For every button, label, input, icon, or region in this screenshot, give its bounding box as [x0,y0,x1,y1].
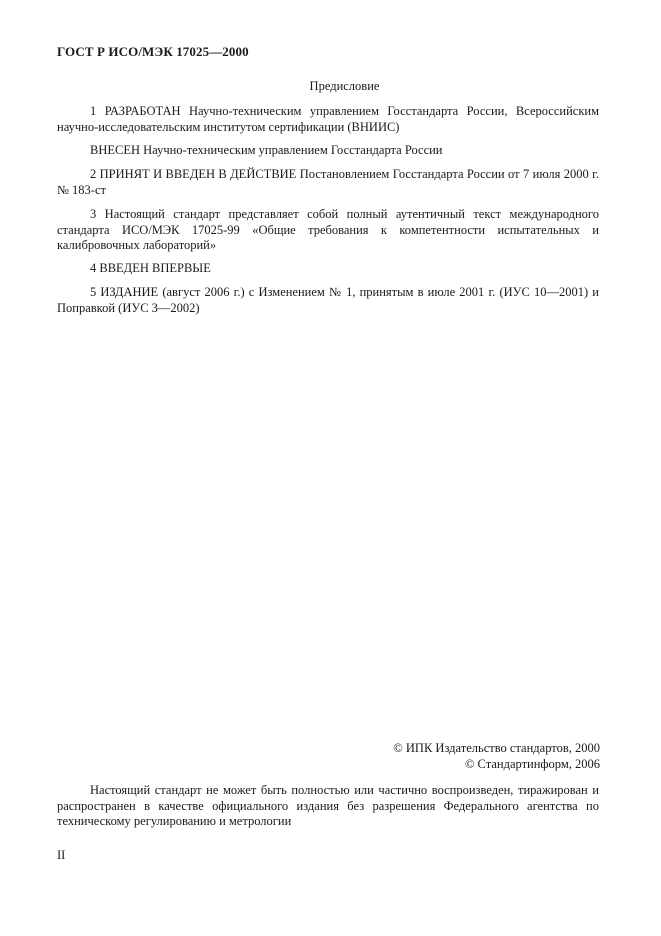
standard-code-header: ГОСТ Р ИСО/МЭК 17025—2000 [57,44,249,59]
copyright-block [393,740,600,772]
foreword-item-developed: 1 РАЗРАБОТАН Научно-техническим управлением Госстандарта России, Всероссийским научно-исследовательским институтом сертификации (ВНИИС) [57,104,599,134]
foreword-item-adopted: 2 ПРИНЯТ И ВВЕДЕН В ДЕЙСТВИЕ Постановлением Госстандарта России от 7 июля 2000 г. № 183-ст [57,167,599,197]
foreword-item-authentic-text: 3 Настоящий стандарт представляет собой полный аутентичный текст международного стандарта ИСО/МЭК 17025-99 «Общие требования к компетентности испытательных и калибровочных лабораторий» [57,207,599,252]
page-number: II [57,848,66,862]
foreword-item-first-introduced: 4 ВВЕДЕН ВПЕРВЫЕ [90,261,211,275]
copyright-line-ipk: © ИПК Издательство стандартов, 2000 [393,741,600,755]
reproduction-notice: Настоящий стандарт не может быть полностью или частично воспроизведен, тиражирован и распространен в качестве официального издания без разрешения Федерального агентства по техническому регулированию и метрологии [57,783,599,828]
foreword-item-introduced: ВНЕСЕН Научно-техническим управлением Госстандарта России [90,143,443,157]
foreword-title: Предисловие [309,79,380,93]
copyright-line-standartinform: © Стандартинформ, 2006 [464,757,600,771]
foreword-item-edition: 5 ИЗДАНИЕ (август 2006 г.) с Изменением № 1, принятым в июле 2001 г. (ИУС 10—2001) и Поправкой (ИУС 3—2002) [57,285,599,315]
